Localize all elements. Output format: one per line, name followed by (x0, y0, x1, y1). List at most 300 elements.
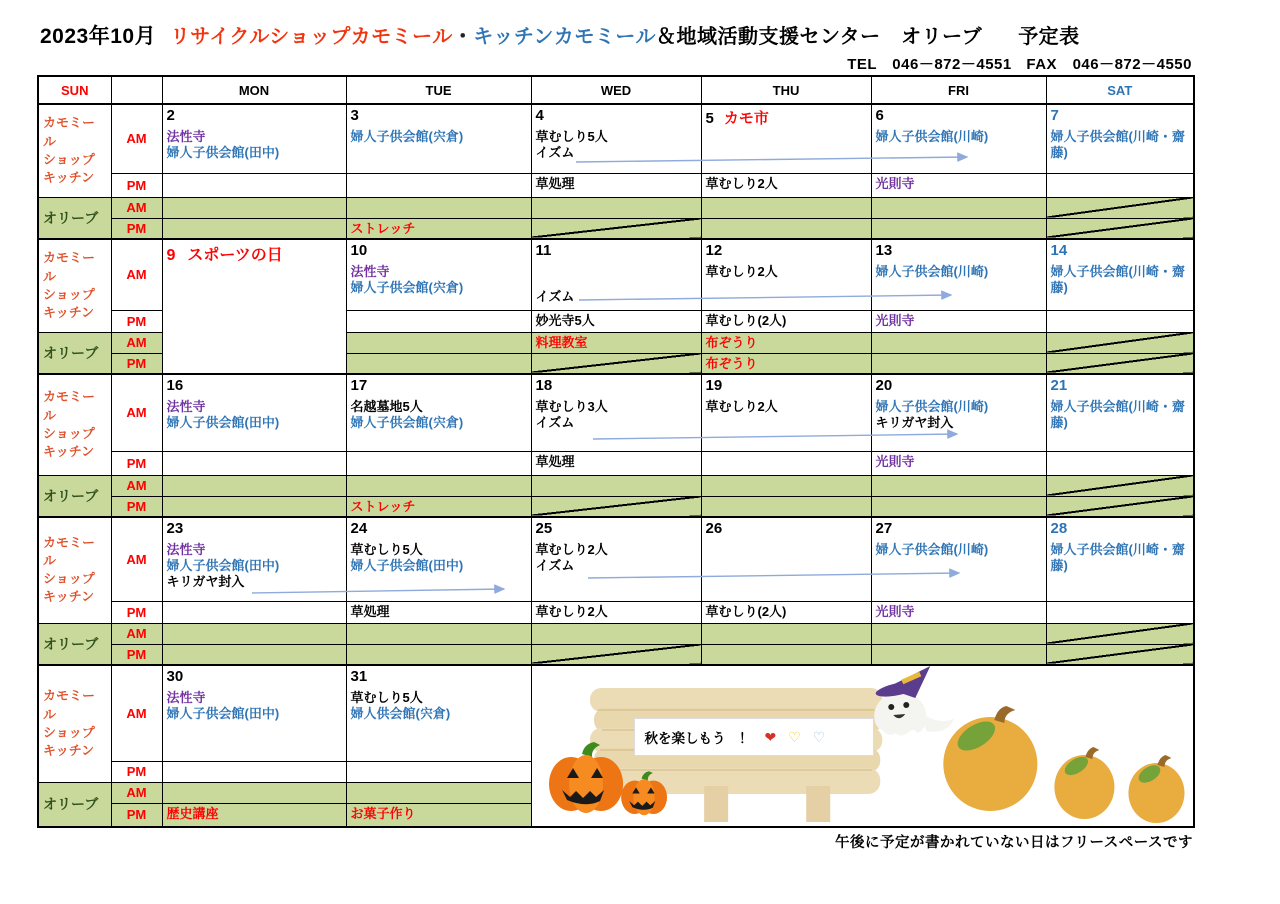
event-entry: 草むしり2人 (705, 399, 778, 414)
date-number: 10 (350, 242, 368, 259)
cell-am-sat (1046, 239, 1194, 310)
entries (532, 542, 701, 574)
date-label (532, 518, 701, 537)
cell-pm-wed (531, 310, 701, 332)
ampm-label: AM (111, 623, 162, 644)
date-number: 25 (535, 520, 553, 537)
date-label (347, 375, 531, 394)
week3-row4 (38, 496, 1194, 517)
label-line: カモミール (43, 389, 96, 423)
date-number: 11 (535, 242, 552, 259)
week1-row2 (38, 173, 1194, 197)
week5-row1 (38, 665, 1194, 761)
cell-olive-fri (871, 332, 1046, 353)
illustration-cell (531, 665, 1194, 827)
date-number: 14 (1050, 242, 1068, 259)
event-entry: 法性寺 (166, 690, 206, 705)
cell-am-sat (1046, 104, 1194, 173)
entries (872, 264, 1046, 280)
date-number: 17 (350, 377, 368, 394)
label-line: ショップ (43, 151, 95, 167)
entries (163, 129, 346, 161)
event-entry: 光則寺 (875, 175, 915, 191)
cell-olive-wed (531, 644, 701, 665)
date-label (347, 666, 531, 685)
date-number: 5 (705, 110, 714, 127)
event-entry: 婦人子供会館(川崎) (875, 264, 989, 279)
date-number: 24 (350, 520, 368, 537)
event-entry: 草むしり2人 (535, 603, 608, 619)
event-entry: イズム (535, 289, 575, 304)
cell-olive-thu (701, 644, 871, 665)
cell-olive-thu (701, 332, 871, 353)
date-label (347, 105, 531, 124)
cell-pm-mon (162, 761, 346, 782)
date-label (702, 518, 871, 537)
cell-am-tue (346, 374, 531, 451)
entries (702, 264, 871, 280)
date-number: 9 (166, 247, 176, 264)
cell-am-thu (701, 517, 871, 601)
event-entry: 婦人子供会館(川崎・齋藤) (1050, 542, 1185, 573)
event-entry: 婦人子供会館(宍倉) (350, 280, 464, 295)
date-label (1047, 518, 1194, 537)
fax-number: FAX 046－872－4550 (1026, 56, 1192, 73)
cell-olive-thu (701, 197, 871, 218)
date-number: 12 (705, 242, 723, 259)
ghost-icon (874, 666, 954, 736)
ampm-label: AM (111, 517, 162, 601)
entries (1047, 129, 1194, 161)
olive-label: オリーブ (38, 332, 111, 374)
entries (532, 399, 701, 431)
cell-olive-wed (531, 197, 701, 218)
cell-olive-fri (871, 623, 1046, 644)
week3-row2 (38, 451, 1194, 475)
cell-pm-wed (531, 451, 701, 475)
date-number: 21 (1050, 377, 1068, 394)
cell-am-tue (346, 665, 531, 761)
label-line: キッチン (43, 443, 95, 459)
cell-am-sat (1046, 374, 1194, 451)
cell-pm-tue (346, 601, 531, 623)
cell-pm-tue (346, 310, 531, 332)
date-number: 26 (705, 520, 723, 537)
event-entry: 婦人子供会館(川崎・齋藤) (1050, 399, 1185, 430)
label-line: ショップ (43, 724, 95, 740)
date-number: 30 (166, 668, 184, 685)
ampm-label: PM (111, 451, 162, 475)
date-label (163, 666, 346, 685)
chamomile-label (38, 665, 111, 782)
event-entry: ストレッチ (350, 220, 416, 236)
cell-am-wed (531, 104, 701, 173)
label-line: ショップ (43, 571, 95, 587)
olive-label: オリーブ (38, 782, 111, 827)
cell-pm-thu (701, 601, 871, 623)
ampm-label: PM (111, 644, 162, 665)
event-entry: 草むしり(2人) (705, 312, 787, 328)
event-entry: ストレッチ (350, 498, 416, 514)
cell-olive-tue (346, 782, 531, 803)
title-suffix: 予定表 (1018, 26, 1080, 48)
cell-pm-tue (346, 173, 531, 197)
entries (347, 690, 531, 722)
olive-label: オリーブ (38, 475, 111, 517)
entries (532, 129, 701, 161)
cell-olive-wed (531, 475, 701, 496)
event-entry: 歴史講座 (166, 805, 219, 821)
ampm-label: AM (111, 665, 162, 761)
cell-olive-mon (162, 475, 346, 496)
entries (872, 129, 1046, 145)
event-entry: 草処理 (535, 175, 575, 191)
event-entry: イズム (535, 145, 575, 160)
heart-icon: ❤ (764, 728, 777, 745)
event-entry: 婦人子供会館(川崎) (875, 542, 989, 557)
cell-olive-thu (701, 218, 871, 239)
ampm-label: AM (111, 475, 162, 496)
ampm-label: PM (111, 353, 162, 374)
cell-pm-mon (162, 601, 346, 623)
event-entry: 法性寺 (166, 129, 206, 144)
cell-pm-mon (162, 173, 346, 197)
entries (872, 542, 1046, 558)
cell-am-tue (346, 104, 531, 173)
entries (532, 289, 701, 305)
cell-pm-sat (1046, 173, 1194, 197)
cell-pm-wed (531, 173, 701, 197)
entries (347, 399, 531, 431)
date-label (532, 105, 701, 124)
chamomile-label (38, 374, 111, 475)
schedule-table (37, 75, 1195, 828)
cell-pm-tue (346, 761, 531, 782)
cell-olive-tue (346, 475, 531, 496)
week1-row4 (38, 218, 1194, 239)
date-number: 31 (350, 668, 368, 685)
cell-olive-tue (346, 496, 531, 517)
entries (163, 399, 346, 431)
heart-icon: ♡ (788, 728, 801, 745)
cell-pm-fri (871, 173, 1046, 197)
event-entry: 婦人子供会館(田中) (166, 415, 280, 430)
event-entry: 婦人子供会館(川崎) (875, 399, 989, 414)
event-entry: 草むしり(2人) (705, 603, 787, 619)
date-number: 13 (875, 242, 893, 259)
cell-olive-mon (162, 623, 346, 644)
event-entry: キリガヤ封入 (166, 574, 245, 589)
event-entry: 草むしり2人 (705, 175, 778, 191)
holiday-name: スポーツの日 (187, 247, 283, 264)
event-entry: 草むしり5人 (350, 690, 423, 705)
ampm-label: PM (111, 310, 162, 332)
cell-pm-tue (346, 451, 531, 475)
label-line: キッチン (43, 742, 95, 758)
title-kitchen: キッチンカモミール (473, 26, 656, 48)
date-label (532, 375, 701, 394)
footer-note: 午後に予定が書かれていない日はフリースペースです (835, 835, 1193, 851)
day-header: WED (531, 76, 701, 104)
date-number: 18 (535, 377, 553, 394)
date-label (1047, 240, 1194, 259)
date-label (702, 375, 871, 394)
cell-pm-sat (1046, 310, 1194, 332)
week3-row3 (38, 475, 1194, 496)
cell-olive-tue (346, 803, 531, 827)
pear-medium-icon (1054, 747, 1114, 819)
cell-olive-mon (162, 496, 346, 517)
event-entry: 婦人子供会館(川崎・齋藤) (1050, 264, 1185, 295)
event-entry: 婦人子供会館(川崎) (875, 129, 989, 144)
day-header: TUE (346, 76, 531, 104)
ampm-label: PM (111, 761, 162, 782)
cell-olive-fri (871, 353, 1046, 374)
cell-olive-wed (531, 353, 701, 374)
entries (1047, 542, 1194, 574)
ampm-label: AM (111, 104, 162, 173)
cell-olive-sat (1046, 218, 1194, 239)
cell-olive-tue (346, 353, 531, 374)
date-number: 16 (166, 377, 184, 394)
date-label (163, 518, 346, 537)
cell-pm-wed (531, 601, 701, 623)
label-line: カモミール (43, 534, 96, 569)
label-line: キッチン (43, 304, 95, 320)
event-entry: 名越墓地5人 (350, 399, 423, 414)
heart-icon: ♡ (812, 728, 826, 745)
week2-row1 (38, 239, 1194, 310)
cell-pm-thu (701, 451, 871, 475)
cell-olive-wed (531, 623, 701, 644)
cell-olive-thu (701, 353, 871, 374)
event-entry: 草処理 (350, 603, 390, 619)
date-number: 19 (705, 377, 723, 394)
entries (1047, 399, 1194, 431)
cell-am-mon (162, 517, 346, 601)
title-dot: ・ (452, 26, 474, 48)
date-number: 6 (875, 107, 884, 124)
week4-row4 (38, 644, 1194, 665)
date-number: 2 (166, 107, 175, 124)
entries (163, 542, 346, 590)
event-entry: 婦人子供会館(田中) (166, 145, 280, 160)
cell-pm-fri (871, 601, 1046, 623)
label-line: ショップ (43, 425, 95, 441)
cell-pm-fri (871, 451, 1046, 475)
event-entry: 婦人子供会館(田中) (166, 706, 280, 721)
cell-am-wed (531, 239, 701, 310)
event-entry: 光則寺 (875, 603, 915, 619)
week4-row1 (38, 517, 1194, 601)
event-entry: 婦人子供会館(宍倉) (350, 415, 464, 430)
cell-olive-sat (1046, 197, 1194, 218)
week4-row3 (38, 623, 1194, 644)
event-entry: 婦人子供会館(田中) (166, 558, 280, 573)
cell-pm-thu (701, 173, 871, 197)
cell-am-wed (531, 374, 701, 451)
label-line: カモミール (43, 688, 96, 722)
ampm-label: AM (111, 782, 162, 803)
event-entry: 草処理 (535, 453, 575, 469)
entries (1047, 264, 1194, 296)
event-entry: 光則寺 (875, 453, 915, 469)
date-label (702, 240, 871, 259)
date-label (872, 518, 1046, 537)
ampm-label: AM (111, 374, 162, 451)
label-line: カモミール (43, 115, 96, 149)
cell-olive-fri (871, 197, 1046, 218)
cell-olive-thu (701, 475, 871, 496)
date-number: 27 (875, 520, 893, 537)
tel-number: TEL 046－872－4551 (847, 56, 1012, 73)
cell-olive-mon (162, 197, 346, 218)
date-label (1047, 105, 1194, 124)
cell-olive-mon (162, 644, 346, 665)
week1-row3 (38, 197, 1194, 218)
event-entry: キリガヤ封入 (875, 415, 954, 430)
day-header: SAT (1046, 76, 1194, 104)
cell-olive-thu (701, 623, 871, 644)
contact-line (837, 53, 1192, 74)
date-label (702, 105, 871, 128)
cell-olive-sat (1046, 644, 1194, 665)
date-note: カモ市 (723, 110, 769, 127)
event-entry: 料理教室 (535, 334, 588, 350)
cell-am-fri (871, 374, 1046, 451)
week1-row1 (38, 104, 1194, 173)
cell-am-sat (1046, 517, 1194, 601)
cell-olive-fri (871, 496, 1046, 517)
cell-am-mon (162, 374, 346, 451)
event-entry: 光則寺 (875, 312, 915, 328)
sign-text: 秋を楽しもう ！ (644, 731, 753, 746)
cell-olive-tue (346, 218, 531, 239)
cell-olive-sat (1046, 496, 1194, 517)
event-entry: 法性寺 (350, 264, 390, 279)
date-label (1047, 375, 1194, 394)
cell-pm-sat (1046, 601, 1194, 623)
event-entry: 婦人子供会館(川崎・齋藤) (1050, 129, 1185, 160)
label-line: キッチン (43, 169, 95, 185)
ampm-label: AM (111, 332, 162, 353)
ampm-label: AM (111, 239, 162, 310)
title-month: 2023年10月 (40, 25, 157, 48)
sign-board (634, 718, 874, 756)
cell-olive-sat (1046, 475, 1194, 496)
date-number: 7 (1050, 107, 1059, 124)
holiday-cell (162, 239, 346, 374)
ampm-label: PM (111, 218, 162, 239)
entries (347, 129, 531, 145)
cell-olive-fri (871, 644, 1046, 665)
cell-olive-wed (531, 218, 701, 239)
event-entry: イズム (535, 415, 575, 430)
chamomile-label (38, 104, 111, 197)
cell-olive-sat (1046, 623, 1194, 644)
day-header: SUN (38, 76, 111, 104)
cell-olive-mon (162, 782, 346, 803)
event-entry: 布ぞうり (705, 334, 758, 350)
ampm-label: PM (111, 496, 162, 517)
label-line: キッチン (43, 589, 95, 605)
header-row (38, 76, 1194, 104)
event-entry: 草むしり5人 (535, 129, 608, 144)
cell-am-tue (346, 239, 531, 310)
cell-olive-wed (531, 496, 701, 517)
date-label (163, 375, 346, 394)
date-label (163, 240, 346, 265)
page-title (40, 20, 1080, 50)
entries (347, 264, 531, 296)
cell-olive-fri (871, 218, 1046, 239)
event-entry: 草むしり3人 (535, 399, 608, 414)
date-number: 28 (1050, 520, 1068, 537)
event-entry: 草むしり2人 (705, 264, 778, 279)
ampm-label: PM (111, 803, 162, 827)
date-label (347, 240, 531, 259)
day-header (111, 76, 162, 104)
event-entry: 法性寺 (166, 542, 206, 557)
event-entry: 草むしり5人 (350, 542, 423, 557)
cell-am-fri (871, 517, 1046, 601)
day-header: THU (701, 76, 871, 104)
ampm-label: PM (111, 173, 162, 197)
cell-olive-tue (346, 623, 531, 644)
event-entry: イズム (535, 558, 575, 573)
cell-am-fri (871, 104, 1046, 173)
event-entry: 婦人子供会館(田中) (350, 558, 464, 573)
cell-olive-mon (162, 218, 346, 239)
chamomile-label (38, 239, 111, 332)
date-label (163, 105, 346, 124)
event-entry: お菓子作り (350, 805, 416, 821)
date-number: 20 (875, 377, 893, 394)
cell-olive-fri (871, 475, 1046, 496)
date-number: 4 (535, 107, 544, 124)
cell-olive-sat (1046, 353, 1194, 374)
cell-pm-thu (701, 310, 871, 332)
date-number: 23 (166, 520, 184, 537)
day-header: FRI (871, 76, 1046, 104)
event-entry: 婦人子供会館(宍倉) (350, 129, 464, 144)
cell-pm-mon (162, 451, 346, 475)
date-label (532, 240, 701, 259)
cell-am-mon (162, 665, 346, 761)
title-shop: リサイクルショップカモミール (170, 26, 453, 48)
event-entry: 布ぞうり (705, 355, 758, 371)
cell-am-wed (531, 517, 701, 601)
label-line: カモミール (43, 250, 96, 284)
cell-pm-fri (871, 310, 1046, 332)
pear-small-icon (1128, 755, 1184, 823)
chamomile-label (38, 517, 111, 623)
cell-am-tue (346, 517, 531, 601)
cell-am-thu (701, 104, 871, 173)
label-line: ショップ (43, 286, 95, 302)
cell-am-mon (162, 104, 346, 173)
cell-olive-thu (701, 496, 871, 517)
event-entry: 婦人供会館(宍倉) (350, 706, 451, 721)
date-label (872, 375, 1046, 394)
date-label (872, 105, 1046, 124)
entries (872, 399, 1046, 431)
olive-label: オリーブ (38, 623, 111, 665)
event-entry: 草むしり2人 (535, 542, 608, 557)
ampm-label: PM (111, 601, 162, 623)
cell-olive-sat (1046, 332, 1194, 353)
cell-olive-wed (531, 332, 701, 353)
